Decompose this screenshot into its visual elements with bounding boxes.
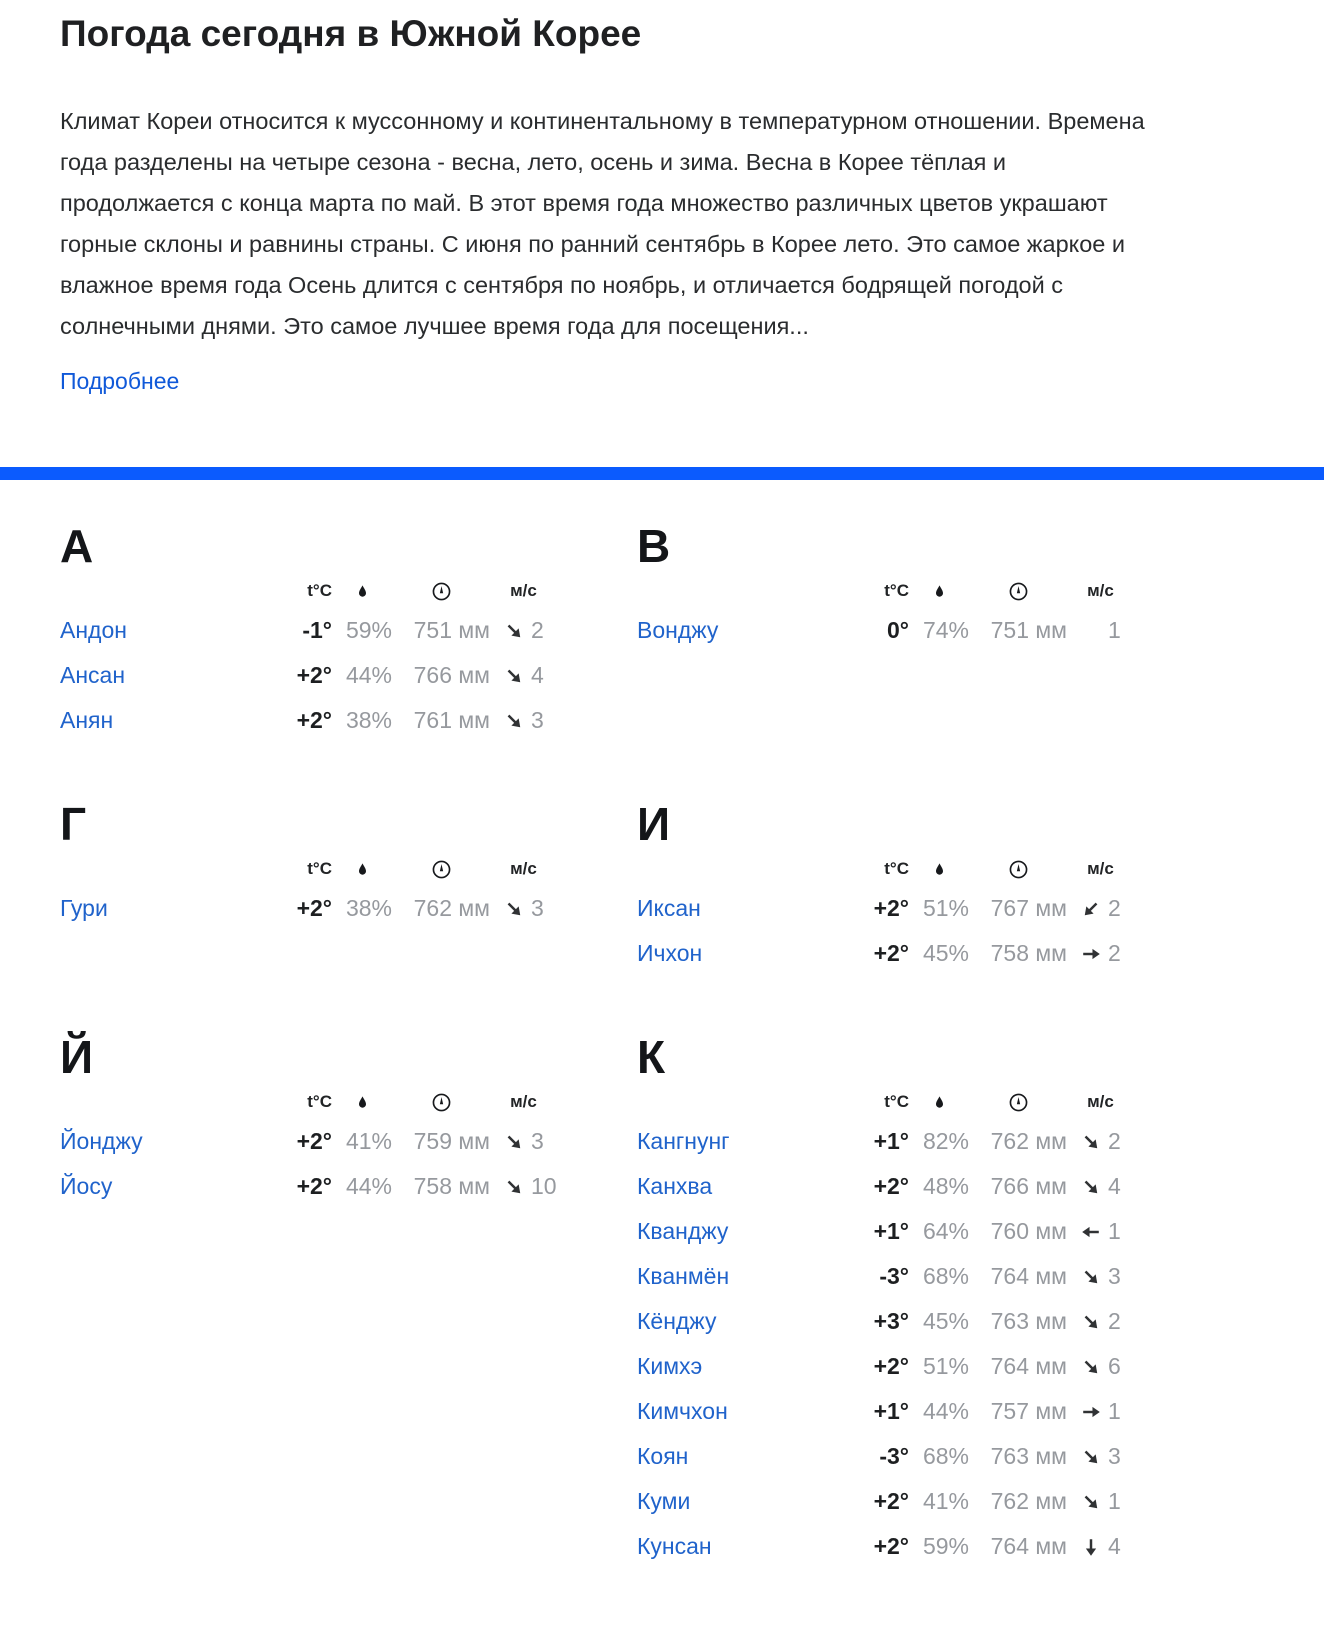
temperature-value: +2° [873, 1353, 909, 1379]
city-weather-row [637, 1524, 1134, 1569]
city-link[interactable]: Канхва [637, 1173, 713, 1199]
pressure-value: 764 мм [990, 1533, 1067, 1559]
city-weather-table [637, 1085, 1134, 1569]
temp-column-header: t°C [307, 581, 332, 600]
wind-cell [1067, 1398, 1134, 1425]
page-header [0, 12, 1324, 394]
humidity-column-header [332, 860, 392, 879]
temperature-value: +2° [873, 940, 909, 966]
humidity-value: 74% [922, 617, 969, 643]
wind-cell [490, 617, 557, 644]
section-letter: К [637, 1031, 666, 1083]
wind-column-header: м/с [510, 581, 537, 600]
wind-cell [1067, 1218, 1134, 1245]
section-letter: В [637, 520, 671, 572]
wind-cell [1067, 1173, 1134, 1200]
page-title: Погода сегодня в Южной Корее [60, 13, 642, 54]
wind-speed-value: 2 [531, 617, 544, 643]
city-link[interactable]: Андон [60, 617, 127, 643]
city-weather-row [637, 608, 1134, 653]
barometer-icon [431, 859, 452, 880]
wind-cell [490, 1173, 557, 1200]
city-weather-row [60, 653, 557, 698]
wind-speed-value: 3 [531, 707, 544, 733]
wind-speed-value: 3 [531, 1128, 544, 1154]
letter-section [637, 522, 1134, 653]
wind-direction-arrow [1080, 943, 1102, 965]
city-link[interactable]: Йонджу [60, 1128, 143, 1154]
temperature-value: +3° [873, 1308, 909, 1334]
barometer-icon [431, 1092, 452, 1113]
humidity-column-header [332, 582, 392, 601]
wind-cell [1067, 940, 1134, 967]
temperature-value: +2° [873, 1533, 909, 1559]
temperature-value: +2° [873, 1173, 909, 1199]
humidity-value: 64% [922, 1218, 969, 1244]
city-weather-row [637, 1119, 1134, 1164]
temperature-value: 0° [887, 617, 909, 643]
humidity-column-header [909, 1093, 969, 1112]
wind-direction-arrow [498, 1171, 529, 1202]
humidity-value: 59% [345, 617, 392, 643]
barometer-icon [431, 581, 452, 602]
humidity-value: 45% [922, 1308, 969, 1334]
table-header-row [60, 574, 557, 608]
wind-column-header: м/с [1087, 859, 1114, 878]
city-link[interactable]: Иксан [637, 895, 701, 921]
temperature-value: +1° [873, 1398, 909, 1424]
humidity-value: 38% [345, 895, 392, 921]
city-weather-row [637, 886, 1134, 931]
wind-cell [1067, 617, 1134, 644]
wind-direction-arrow [1075, 1126, 1106, 1157]
wind-column-header: м/с [1087, 581, 1114, 600]
barometer-icon [1008, 1092, 1029, 1113]
humidity-value: 59% [922, 1533, 969, 1559]
city-link[interactable]: Коян [637, 1443, 689, 1469]
humidity-value: 82% [922, 1128, 969, 1154]
letter-section [637, 800, 1134, 976]
table-rows [60, 1119, 557, 1209]
wind-cell [1067, 1353, 1134, 1380]
pressure-column-header [969, 581, 1067, 602]
pressure-value: 762 мм [990, 1488, 1067, 1514]
wind-speed-value: 1 [1108, 1488, 1121, 1514]
section-letter: И [637, 798, 671, 850]
temperature-value: +2° [873, 1488, 909, 1514]
wind-speed-value: 6 [1108, 1353, 1121, 1379]
wind-cell [1067, 1443, 1134, 1470]
wind-direction-arrow [498, 660, 529, 691]
pressure-value: 759 мм [413, 1128, 490, 1154]
city-weather-row [60, 1119, 557, 1164]
wind-cell [1067, 1533, 1134, 1560]
wind-cell [490, 707, 557, 734]
pressure-column-header [969, 859, 1067, 880]
pressure-column-header [392, 859, 490, 880]
table-rows [60, 886, 557, 931]
pressure-value: 764 мм [990, 1263, 1067, 1289]
humidity-column-header [332, 1093, 392, 1112]
city-weather-row [60, 698, 557, 743]
wind-direction-arrow [1075, 1441, 1106, 1472]
wind-speed-value: 2 [1108, 895, 1121, 921]
city-weather-table [637, 574, 1134, 653]
wind-speed-value: 3 [1108, 1263, 1121, 1289]
humidity-value: 44% [922, 1398, 969, 1424]
humidity-column-header [909, 582, 969, 601]
table-rows [637, 608, 1134, 653]
temperature-value: -3° [879, 1263, 909, 1289]
wind-direction-arrow [498, 1126, 529, 1157]
city-weather-row [637, 1434, 1134, 1479]
temperature-value: +2° [296, 1128, 332, 1154]
humidity-value: 41% [345, 1128, 392, 1154]
temperature-value: +2° [296, 895, 332, 921]
intro-text: Климат Кореи относится к муссонному и континентальному в температурном отношении. Времена года разделены на четыре сезона - весна, лето, осень и зима. Весна в Корее тёплая и продолжается с конца марта по май. В этот время года множество различных цветов украшают горные склоны и равнины страны. С июня по ранний сентябрь в Корее лето. Это самое жаркое и влажное время года Осень длится с сентября по ноябрь, и отличается бодрящей погодой с солнечными днями. Это самое лучшее время года для посещения... [60, 108, 1145, 339]
pressure-column-header [392, 1092, 490, 1113]
wind-direction-arrow [1075, 1351, 1106, 1382]
city-link[interactable]: Кёнджу [637, 1308, 717, 1334]
wind-direction-arrow [1075, 1171, 1106, 1202]
more-link[interactable]: Подробнее [60, 368, 180, 394]
pressure-value: 763 мм [990, 1308, 1067, 1334]
letter-section [60, 522, 557, 743]
droplet-icon [932, 1093, 947, 1112]
wind-column-header: м/с [510, 1092, 537, 1111]
city-link[interactable]: Ичхон [637, 940, 703, 966]
temp-column-header: t°C [884, 1092, 909, 1111]
barometer-icon [1008, 859, 1029, 880]
wind-direction-arrow [1075, 893, 1106, 924]
table-header-row [637, 1085, 1134, 1119]
humidity-value: 51% [922, 895, 969, 921]
letter-section [637, 1033, 1134, 1569]
wind-cell [1067, 895, 1134, 922]
section-letter: Г [60, 798, 87, 850]
city-weather-table [60, 1085, 557, 1209]
pressure-value: 758 мм [413, 1173, 490, 1199]
city-weather-row [637, 1344, 1134, 1389]
wind-speed-value: 1 [1108, 1398, 1121, 1424]
wind-direction-arrow [1080, 1401, 1102, 1423]
wind-speed-value: 10 [531, 1173, 557, 1199]
humidity-value: 48% [922, 1173, 969, 1199]
wind-speed-value: 3 [531, 895, 544, 921]
wind-speed-value: 1 [1108, 617, 1121, 643]
city-weather-row [637, 1299, 1134, 1344]
table-rows [637, 1119, 1134, 1569]
blue-divider [0, 467, 1324, 480]
wind-direction-arrow [1075, 1486, 1106, 1517]
droplet-icon [355, 1093, 370, 1112]
city-weather-row [637, 931, 1134, 976]
sections-grid [0, 522, 1324, 1569]
city-link[interactable]: Вонджу [637, 617, 719, 643]
wind-direction-arrow [1080, 1221, 1102, 1243]
city-weather-row [637, 1389, 1134, 1434]
wind-cell [1067, 1128, 1134, 1155]
wind-column-header: м/с [510, 859, 537, 878]
table-header-row [637, 852, 1134, 886]
wind-direction-arrow [1075, 1306, 1106, 1337]
wind-speed-value: 2 [1108, 1308, 1121, 1334]
pressure-value: 761 мм [413, 707, 490, 733]
humidity-value: 45% [922, 940, 969, 966]
city-weather-row [637, 1479, 1134, 1524]
pressure-value: 763 мм [990, 1443, 1067, 1469]
city-weather-row [637, 1254, 1134, 1299]
humidity-value: 68% [922, 1443, 969, 1469]
city-link[interactable]: Гури [60, 895, 108, 921]
city-link[interactable]: Анян [60, 707, 114, 733]
wind-cell [1067, 1308, 1134, 1335]
city-link[interactable]: Кимчхон [637, 1398, 728, 1424]
wind-cell [490, 662, 557, 689]
temperature-value: +2° [296, 1173, 332, 1199]
humidity-value: 38% [345, 707, 392, 733]
wind-speed-value: 4 [1108, 1173, 1121, 1199]
wind-direction-arrow [1080, 1536, 1102, 1558]
section-letter: Й [60, 1031, 94, 1083]
droplet-icon [932, 860, 947, 879]
pressure-value: 760 мм [990, 1218, 1067, 1244]
humidity-value: 44% [345, 662, 392, 688]
wind-speed-value: 2 [1108, 940, 1121, 966]
city-link[interactable]: Кванмён [637, 1263, 730, 1289]
city-link[interactable]: Кунсан [637, 1533, 712, 1559]
wind-direction-arrow [498, 705, 529, 736]
temperature-value: -1° [302, 617, 332, 643]
temp-column-header: t°C [884, 581, 909, 600]
pressure-value: 766 мм [413, 662, 490, 688]
humidity-value: 41% [922, 1488, 969, 1514]
city-weather-row [60, 1164, 557, 1209]
humidity-value: 44% [345, 1173, 392, 1199]
letter-section [60, 1033, 557, 1209]
section-letter: А [60, 520, 94, 572]
pressure-value: 764 мм [990, 1353, 1067, 1379]
wind-direction-arrow [498, 893, 529, 924]
table-header-row [60, 852, 557, 886]
wind-speed-value: 3 [1108, 1443, 1121, 1469]
city-weather-row [637, 1209, 1134, 1254]
wind-cell [1067, 1488, 1134, 1515]
temperature-value: +1° [873, 1218, 909, 1244]
pressure-value: 757 мм [990, 1398, 1067, 1424]
pressure-value: 758 мм [990, 940, 1067, 966]
humidity-value: 68% [922, 1263, 969, 1289]
table-header-row [60, 1085, 557, 1119]
city-link[interactable]: Кангнунг [637, 1128, 730, 1154]
wind-direction-arrow [1075, 1261, 1106, 1292]
letter-section [60, 800, 557, 931]
wind-cell [490, 1128, 557, 1155]
temp-column-header: t°C [884, 859, 909, 878]
droplet-icon [355, 860, 370, 879]
city-weather-row [637, 1164, 1134, 1209]
temp-column-header: t°C [307, 859, 332, 878]
pressure-value: 762 мм [990, 1128, 1067, 1154]
wind-cell [1067, 1263, 1134, 1290]
pressure-value: 766 мм [990, 1173, 1067, 1199]
city-link[interactable]: Куми [637, 1488, 691, 1514]
temperature-value: +1° [873, 1128, 909, 1154]
city-link[interactable]: Йосу [60, 1173, 113, 1199]
pressure-column-header [392, 581, 490, 602]
droplet-icon [932, 582, 947, 601]
wind-direction-arrow [498, 615, 529, 646]
pressure-value: 751 мм [413, 617, 490, 643]
wind-speed-value: 4 [531, 662, 544, 688]
city-weather-table [60, 852, 557, 931]
wind-speed-value: 4 [1108, 1533, 1121, 1559]
city-link[interactable]: Кванджу [637, 1218, 729, 1244]
table-rows [637, 886, 1134, 976]
humidity-value: 51% [922, 1353, 969, 1379]
city-weather-table [60, 574, 557, 743]
city-weather-row [60, 608, 557, 653]
temperature-value: +2° [296, 662, 332, 688]
temperature-value: +2° [296, 707, 332, 733]
barometer-icon [1008, 581, 1029, 602]
table-header-row [637, 574, 1134, 608]
wind-speed-value: 2 [1108, 1128, 1121, 1154]
table-rows [60, 608, 557, 743]
pressure-value: 767 мм [990, 895, 1067, 921]
city-link[interactable]: Кимхэ [637, 1353, 703, 1379]
city-weather-table [637, 852, 1134, 976]
temperature-value: +2° [873, 895, 909, 921]
city-link[interactable]: Ансан [60, 662, 126, 688]
bottom-spacer [0, 1569, 1324, 1593]
droplet-icon [355, 582, 370, 601]
pressure-column-header [969, 1092, 1067, 1113]
wind-cell [490, 895, 557, 922]
wind-column-header: м/с [1087, 1092, 1114, 1111]
temp-column-header: t°C [307, 1092, 332, 1111]
wind-speed-value: 1 [1108, 1218, 1121, 1244]
humidity-column-header [909, 860, 969, 879]
temperature-value: -3° [879, 1443, 909, 1469]
city-weather-row [60, 886, 557, 931]
pressure-value: 762 мм [413, 895, 490, 921]
pressure-value: 751 мм [990, 617, 1067, 643]
